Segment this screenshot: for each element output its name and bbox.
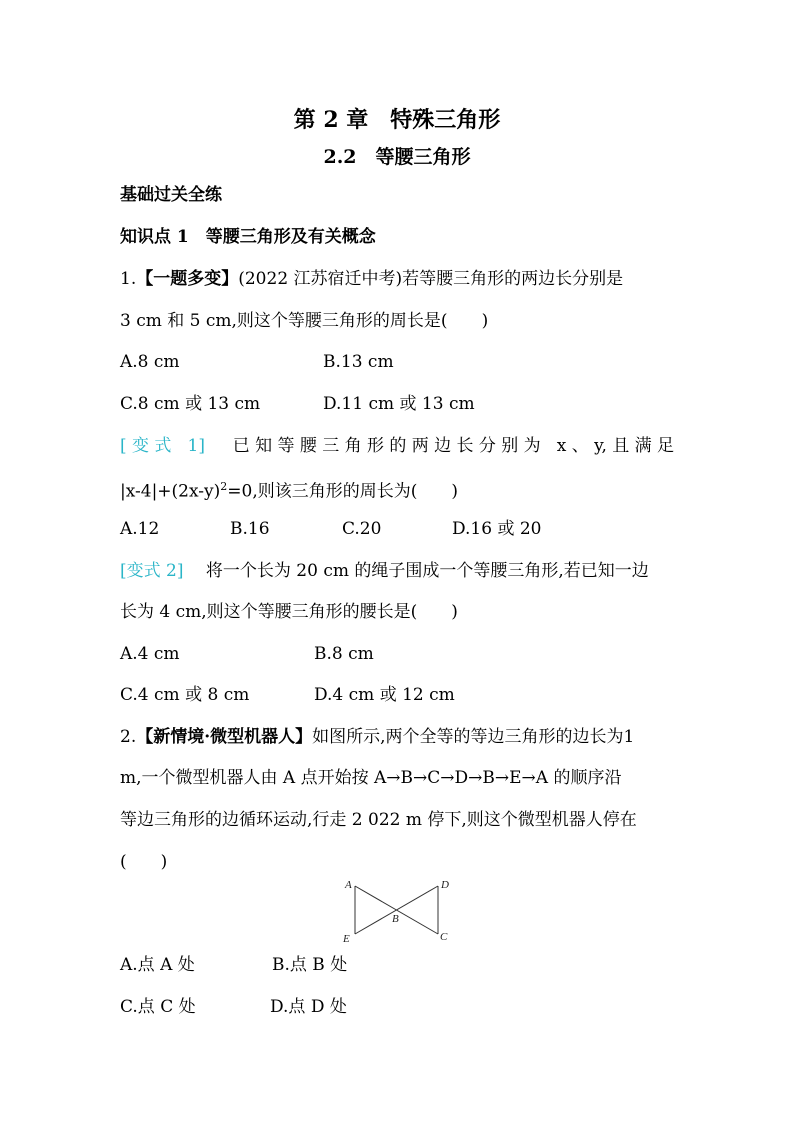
v2-option-d[interactable]: D.4 cm 或 12 cm bbox=[314, 685, 455, 705]
v2-option-b[interactable]: B.8 cm bbox=[314, 644, 374, 664]
section-title: 2.2 等腰三角形 bbox=[323, 146, 471, 168]
label-d: D bbox=[441, 879, 449, 891]
v1-option-b[interactable]: B.16 bbox=[230, 519, 270, 539]
q2-number: 2. bbox=[120, 727, 137, 747]
q2-tag: 【新情境·微型机器人】 bbox=[136, 727, 313, 747]
q1-option-d[interactable]: D.11 cm 或 13 cm bbox=[323, 394, 475, 414]
q1-number: 1. bbox=[120, 269, 137, 289]
q2-line4: ( ) bbox=[120, 852, 168, 872]
q1-line1-text: (2022 江苏宿迁中考)若等腰三角形的两边长分别是 bbox=[238, 269, 624, 289]
v1-option-c[interactable]: C.20 bbox=[342, 519, 382, 539]
q1-option-b[interactable]: B.13 cm bbox=[323, 352, 394, 372]
q2-line1 bbox=[120, 726, 634, 748]
chapter-title: 第 2 章 特殊三角形 bbox=[293, 107, 501, 133]
q2-option-a[interactable]: A.点 A 处 bbox=[120, 955, 195, 975]
q2-line1-text: 如图所示,两个全等的等边三角形的边长为1 bbox=[312, 727, 635, 747]
q1-line1 bbox=[120, 268, 623, 290]
knowledge-point: 知识点 1 等腰三角形及有关概念 bbox=[120, 227, 376, 247]
q2-option-c[interactable]: C.点 C 处 bbox=[120, 997, 196, 1017]
q1-tag: 【一题多变】 bbox=[136, 269, 239, 289]
v1-equation: |x-4|+(2x-y) bbox=[120, 481, 221, 502]
v1-line2 bbox=[120, 476, 458, 503]
v1-tag: [变式 1] bbox=[120, 436, 205, 456]
label-b: B bbox=[392, 913, 399, 925]
v1-option-d[interactable]: D.16 或 20 bbox=[452, 519, 542, 539]
v2-tag: [变式 2] bbox=[120, 561, 184, 581]
v1-exponent: 2 bbox=[220, 480, 228, 493]
label-e: E bbox=[343, 933, 350, 944]
label-a: A bbox=[345, 879, 352, 891]
bowtie-triangles-figure bbox=[338, 874, 458, 944]
q2-option-b[interactable]: B.点 B 处 bbox=[272, 955, 348, 975]
v2-line1 bbox=[120, 560, 649, 582]
heading-basic: 基础过关全练 bbox=[120, 185, 222, 205]
v2-option-c[interactable]: C.4 cm 或 8 cm bbox=[120, 685, 250, 705]
v1-line1-text: 已知等腰三角形的两边长分别为 x、y,且满足 bbox=[232, 436, 675, 456]
q2-line2: m,一个微型机器人由 A 点开始按 A→B→C→D→B→E→A 的顺序沿 bbox=[120, 768, 622, 788]
q1-option-c[interactable]: C.8 cm 或 13 cm bbox=[120, 394, 261, 414]
v2-option-a[interactable]: A.4 cm bbox=[120, 644, 180, 664]
v1-line2-text: =0,则该三角形的周长为( ) bbox=[227, 481, 458, 502]
v2-line2: 长为 4 cm,则这个等腰三角形的腰长是( ) bbox=[120, 602, 458, 622]
v1-option-a[interactable]: A.12 bbox=[120, 519, 160, 539]
q2-line3: 等边三角形的边循环运动,行走 2 022 m 停下,则这个微型机器人停在 bbox=[120, 810, 637, 830]
v2-line1-text: 将一个长为 20 cm 的绳子围成一个等腰三角形,若已知一边 bbox=[205, 561, 649, 581]
q1-option-a[interactable]: A.8 cm bbox=[120, 352, 180, 372]
v1-line1 bbox=[120, 435, 674, 457]
label-c: C bbox=[440, 931, 448, 943]
q1-line2: 3 cm 和 5 cm,则这个等腰三角形的周长是( ) bbox=[120, 311, 489, 331]
q2-option-d[interactable]: D.点 D 处 bbox=[270, 997, 347, 1017]
